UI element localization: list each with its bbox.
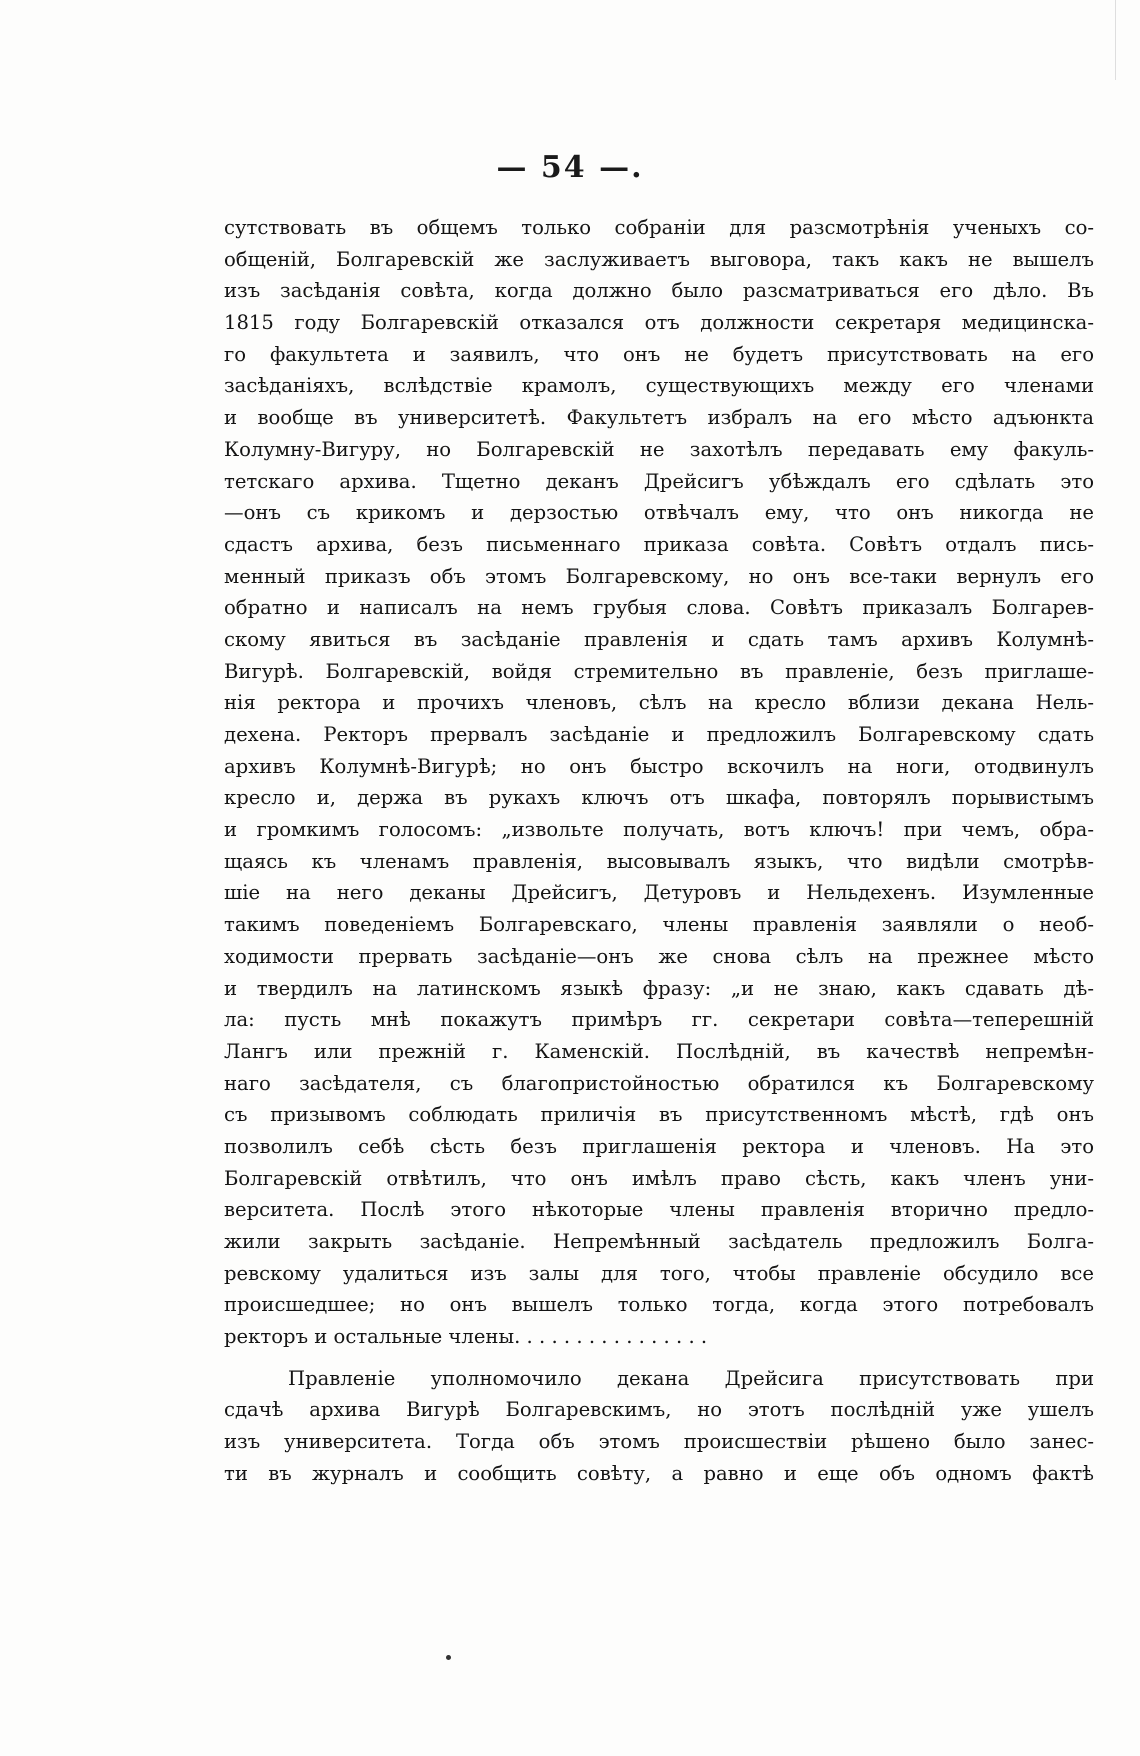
text-line: съ призывомъ соблюдать приличія въ присутственномъ мѣстѣ, гдѣ онъ <box>224 1103 1094 1127</box>
text-line: Болгаревскій отвѣтилъ, что онъ имѣлъ право сѣсть, какъ членъ уни- <box>224 1166 1094 1190</box>
text-line: жили закрыть засѣданіе. Непремѣнный засѣдатель предложилъ Болга- <box>224 1230 1094 1253</box>
scan-edge-marks <box>1115 0 1122 80</box>
text-line: —онъ съ крикомъ и дерзостью отвѣчалъ ему, что онъ никогда не <box>224 501 1094 525</box>
text-line: кресло и, держа въ рукахъ ключъ отъ шкафа, повторялъ порывистымъ <box>224 786 1094 810</box>
text-line: сдачѣ архива Вигурѣ Болгаревскимъ, но этотъ послѣдній уже ушелъ <box>224 1398 1094 1422</box>
text-line: Лангъ или прежній г. Каменскій. Послѣдній, въ качествѣ непремѣн- <box>224 1039 1094 1063</box>
text-line: происшедшее; но онъ вышелъ только тогда, когда этого потребовалъ <box>224 1293 1094 1317</box>
paragraph-2 <box>224 1363 1094 1490</box>
text-line: ревскому удалиться изъ залы для того, чтобы правленіе обсудило все <box>224 1261 1094 1285</box>
page-number: — 54 —. <box>496 150 644 185</box>
paragraph-gap <box>224 1353 1094 1363</box>
text-line: и вообще въ университетѣ. Факультетъ избралъ на его мѣсто адъюнкта <box>224 406 1094 430</box>
text-line: и твердилъ на латинскомъ языкѣ фразу: „и не знаю, какъ сдавать дѣ- <box>224 976 1094 1000</box>
text-line: тетскаго архива. Тщетно деканъ Дрейсигъ убѣждалъ его сдѣлать это <box>224 469 1094 493</box>
text-line: Правленіе уполномочило декана Дрейсига присутствовать при <box>288 1366 1094 1390</box>
text-line: архивъ Колумнѣ-Вигурѣ; но онъ быстро вскочилъ на ноги, отодвинулъ <box>224 754 1094 778</box>
text-line: ректоръ и остальные члены. . . . . . . . . . . . . . . . <box>224 1325 708 1349</box>
text-line: Колумну-Вигуру, но Болгаревскій не захотѣлъ передавать ему факуль- <box>224 437 1094 461</box>
body-text <box>224 212 1094 1490</box>
paragraph-1 <box>224 212 1094 1353</box>
text-line: ла: пусть мнѣ покажутъ примѣръ гг. секретари совѣта—теперешній <box>224 1008 1094 1032</box>
text-line: дехена. Ректоръ прервалъ засѣданіе и предложилъ Болгаревскому сдать <box>224 723 1094 746</box>
text-line: шіе на него деканы Дрейсигъ, Детуровъ и Нельдехенъ. Изумленные <box>224 881 1094 905</box>
text-line: скому явиться въ засѣданіе правленія и сдать тамъ архивъ Колумнѣ- <box>224 627 1094 651</box>
text-line: 1815 году Болгаревскій отказался отъ должности секретаря медицинска- <box>224 311 1094 335</box>
text-line: позволилъ себѣ сѣсть безъ приглашенія ректора и членовъ. На это <box>224 1134 1094 1158</box>
text-line: Вигурѣ. Болгаревскій, войдя стремительно въ правленіе, безъ приглаше- <box>224 659 1094 683</box>
text-line: изъ университета. Тогда объ этомъ происшествіи рѣшено было занес- <box>224 1430 1094 1454</box>
text-line: такимъ поведеніемъ Болгаревскаго, члены правленія заявляли о необ- <box>224 913 1094 937</box>
text-line: менный приказъ объ этомъ Болгаревскому, но онъ все-таки вернулъ его <box>224 564 1094 588</box>
text-line: нія ректора и прочихъ членовъ, сѣлъ на кресло вблизи декана Нель- <box>224 691 1094 715</box>
text-line: наго засѣдателя, съ благопристойностью обратился къ Болгаревскому <box>224 1071 1094 1095</box>
text-line: сдастъ архива, безъ письменнаго приказа совѣта. Совѣтъ отдалъ пись- <box>224 532 1094 556</box>
text-line: сутствовать въ общемъ только собраніи для разсмотрѣнія ученыхъ со- <box>224 216 1094 239</box>
text-line: общеній, Болгаревскій же заслуживаетъ выговора, такъ какъ не вышелъ <box>224 247 1094 271</box>
ink-speck <box>446 1655 451 1660</box>
text-line: изъ засѣданія совѣта, когда должно было разсматриваться его дѣло. Въ <box>224 279 1094 303</box>
text-line: обратно и написалъ на немъ грубыя слова. Совѣтъ приказалъ Болгарев- <box>224 596 1094 620</box>
text-line: ходимости прервать засѣданіе—онъ же снова сѣлъ на прежнее мѣсто <box>224 944 1094 968</box>
text-line: го факультета и заявилъ, что онъ не будетъ присутствовать на его <box>224 342 1094 366</box>
text-line: ти въ журналъ и сообщить совѣту, а равно и еще объ одномъ фактѣ <box>224 1461 1094 1485</box>
text-line: засѣданіяхъ, вслѣдствіе крамолъ, существующихъ между его членами <box>224 374 1094 398</box>
text-line: верситета. Послѣ этого нѣкоторые члены правленія вторично предло- <box>224 1198 1094 1222</box>
text-line: и громкимъ голосомъ: „извольте получать, вотъ ключъ! при чемъ, обра- <box>224 818 1094 842</box>
text-line: щаясь къ членамъ правленія, высовывалъ языкъ, что видѣли смотрѣв- <box>224 849 1094 873</box>
